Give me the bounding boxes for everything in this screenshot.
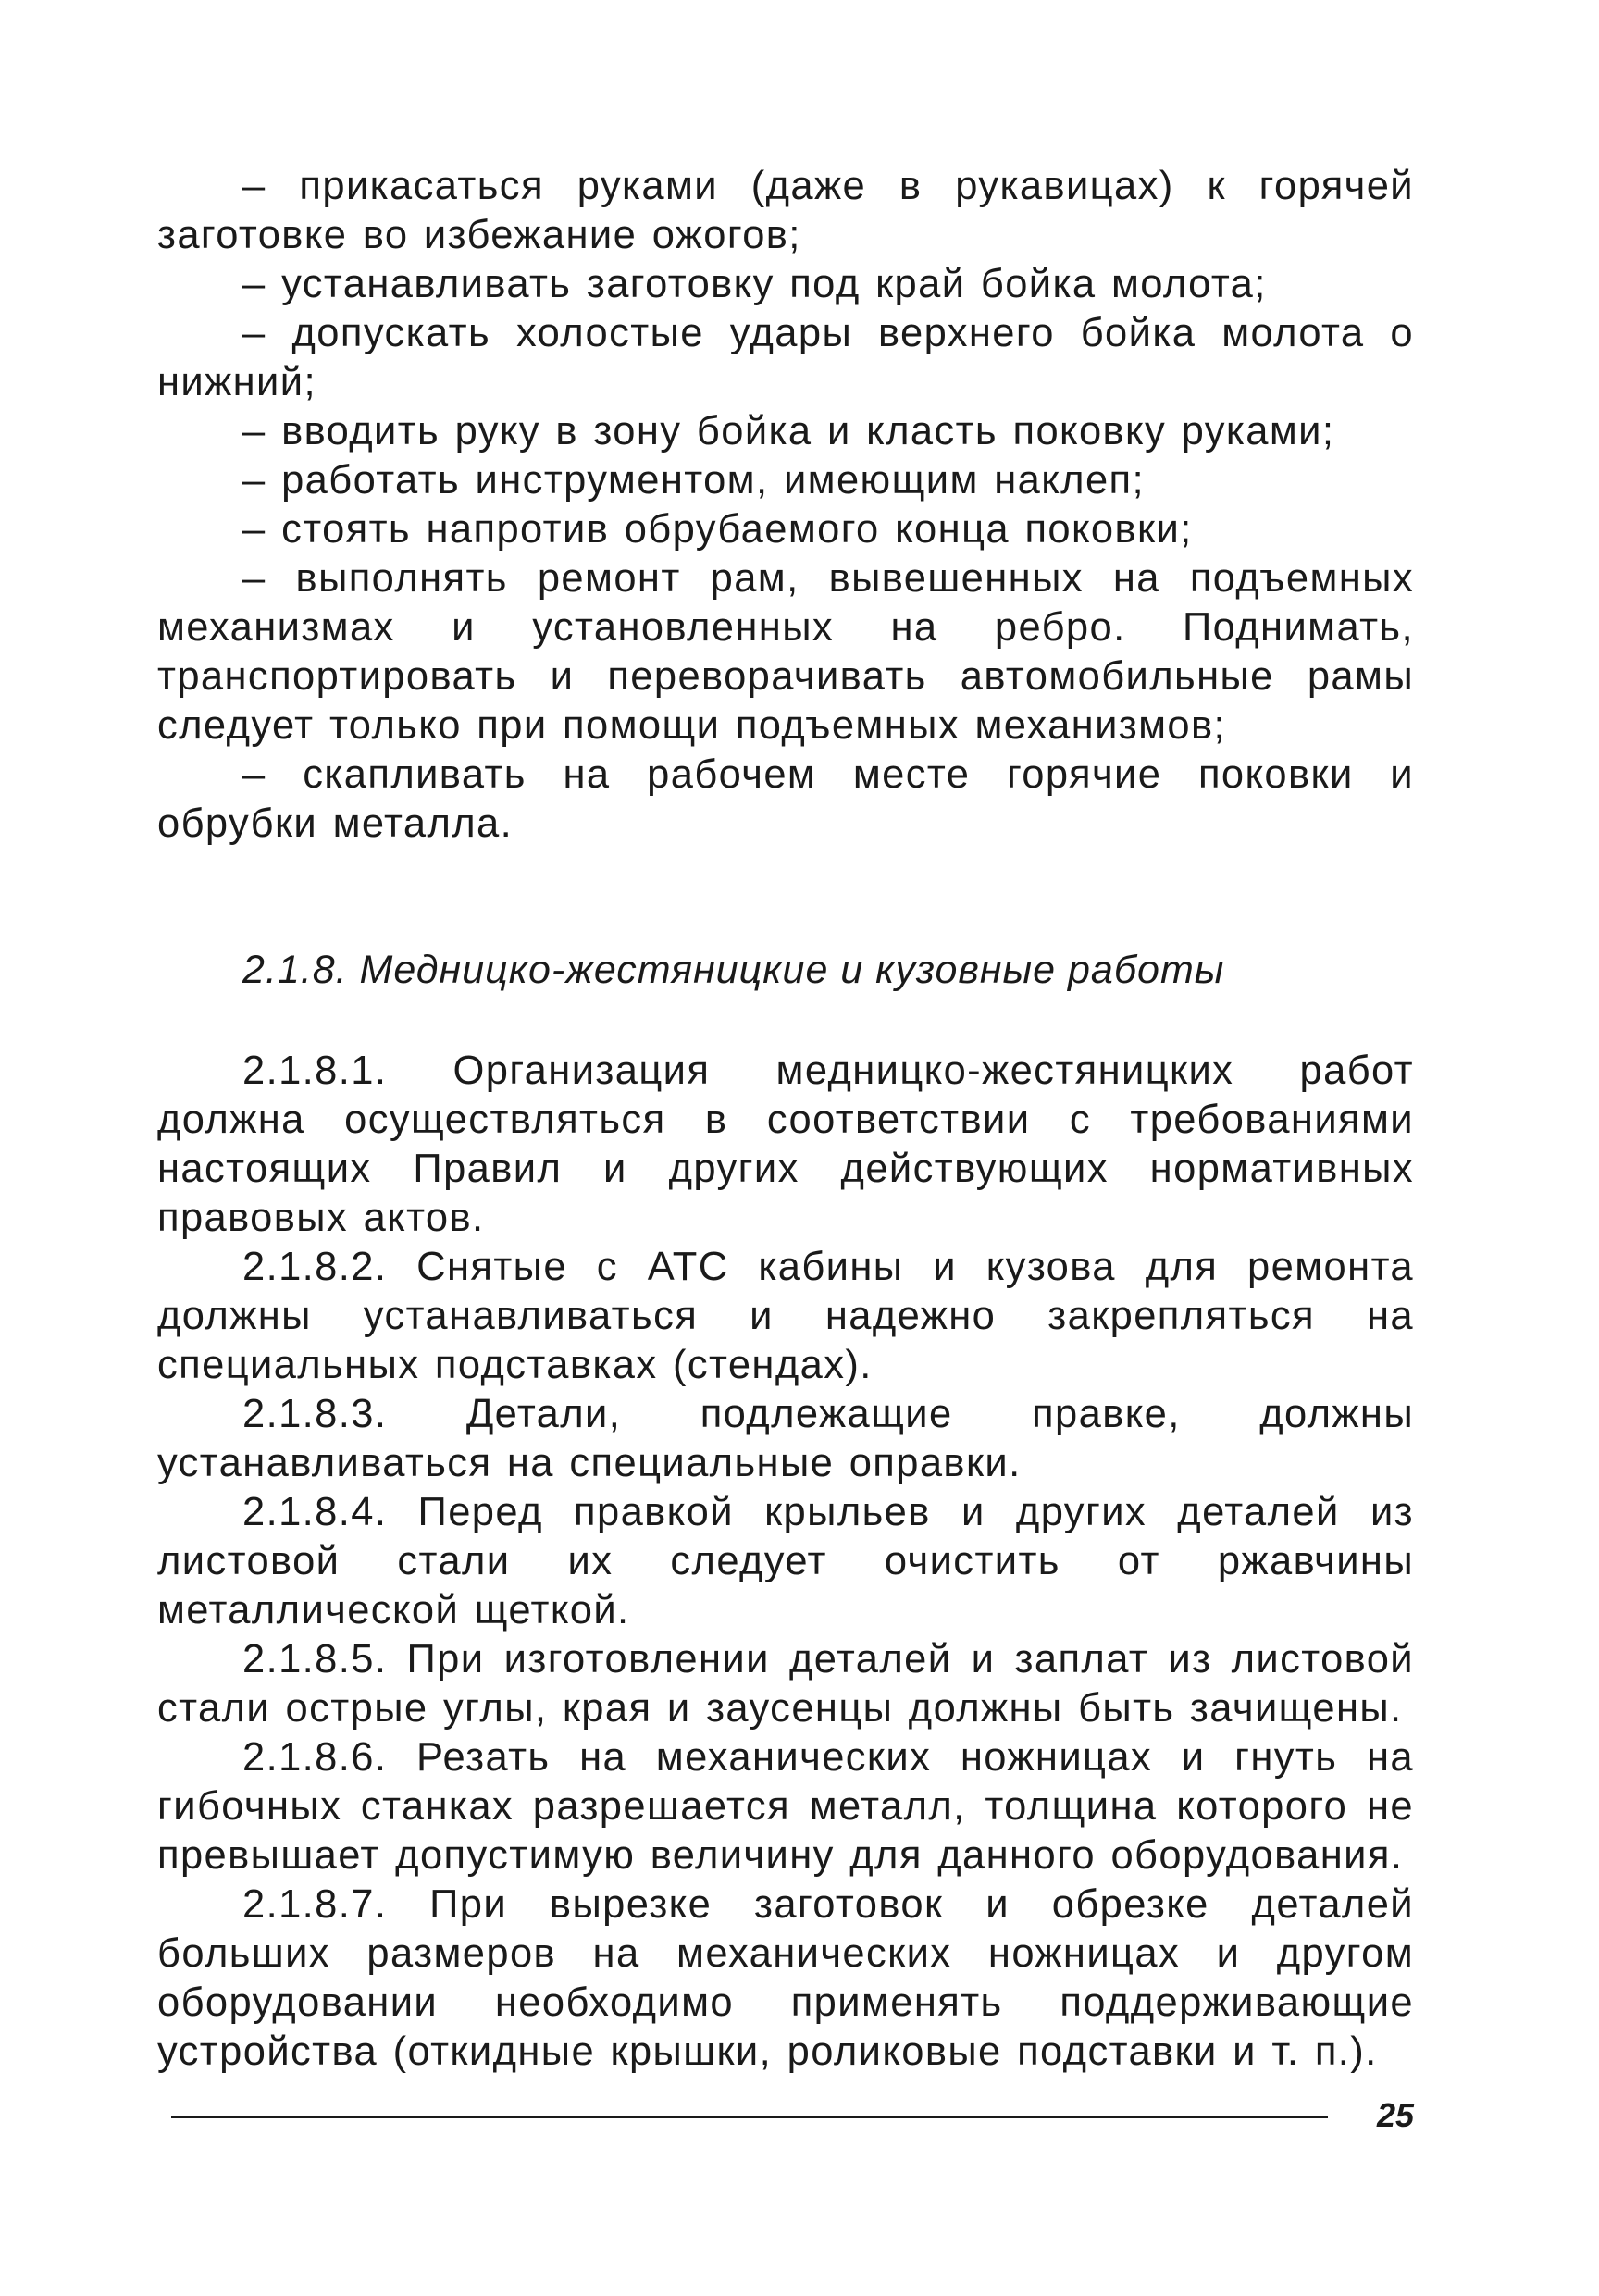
list-item: – скапливать на рабочем месте горячие поковки и обрубки металла. bbox=[157, 752, 1414, 846]
section-paragraphs bbox=[157, 1047, 1414, 2077]
list-item: – выполнять ремонт рам, вывешенных на подъемных механизмах и установленных на ребро. Поднимать, транспортировать и переворачивать автомобильные рамы следует только при помощи подъемных механизмов; bbox=[157, 556, 1414, 748]
paragraph: 2.1.8.7. При вырезке заготовок и обрезке деталей больших размеров на механических ножницах и другом оборудовании необходимо применять поддерживающие устройства (откидные крышки, роликовые подставки и т. п.). bbox=[157, 1882, 1414, 2074]
list-item: – вводить руку в зону бойка и класть поковку руками; bbox=[242, 409, 1335, 453]
paragraph: 2.1.8.4. Перед правкой крыльев и других деталей из листовой стали их следует очистить от ржавчины металлической щеткой. bbox=[157, 1490, 1414, 1632]
list-item: – устанавливать заготовку под край бойка молота; bbox=[242, 262, 1267, 306]
section-heading: 2.1.8. Медницко-жестяницкие и кузовные работы bbox=[242, 948, 1225, 992]
list-item: – допускать холостые удары верхнего бойка молота о нижний; bbox=[157, 311, 1414, 404]
page-number: 25 bbox=[1376, 2096, 1414, 2134]
page-body bbox=[157, 162, 1414, 2077]
paragraph: 2.1.8.2. Снятые с АТС кабины и кузова для ремонта должны устанавливаться и надежно закрепляться на специальных подставках (стендах). bbox=[157, 1245, 1414, 1387]
paragraph: 2.1.8.6. Резать на механических ножницах и гнуть на гибочных станках разрешается металл, толщина которого не превышает допустимую величину для данного оборудования. bbox=[157, 1735, 1414, 1878]
prohibitions-list bbox=[157, 162, 1414, 849]
list-item: – стоять напротив обрубаемого конца поковки; bbox=[242, 507, 1193, 552]
paragraph: 2.1.8.1. Организация медницко-жестяницких работ должна осуществляться в соответствии с требованиями настоящих Правил и других действующих нормативных правовых актов. bbox=[157, 1049, 1414, 1240]
footer-rule bbox=[171, 2116, 1328, 2118]
list-item: – работать инструментом, имеющим наклеп; bbox=[242, 458, 1146, 503]
paragraph: 2.1.8.3. Детали, подлежащие правке, должны устанавливаться на специальные оправки. bbox=[157, 1392, 1414, 1485]
paragraph: 2.1.8.5. При изготовлении деталей и заплат из листовой стали острые углы, края и заусенцы должны быть зачищены. bbox=[157, 1637, 1414, 1731]
list-item: – прикасаться руками (даже в рукавицах) к горячей заготовке во избежание ожогов; bbox=[157, 164, 1414, 257]
page-footer bbox=[171, 2092, 1414, 2139]
